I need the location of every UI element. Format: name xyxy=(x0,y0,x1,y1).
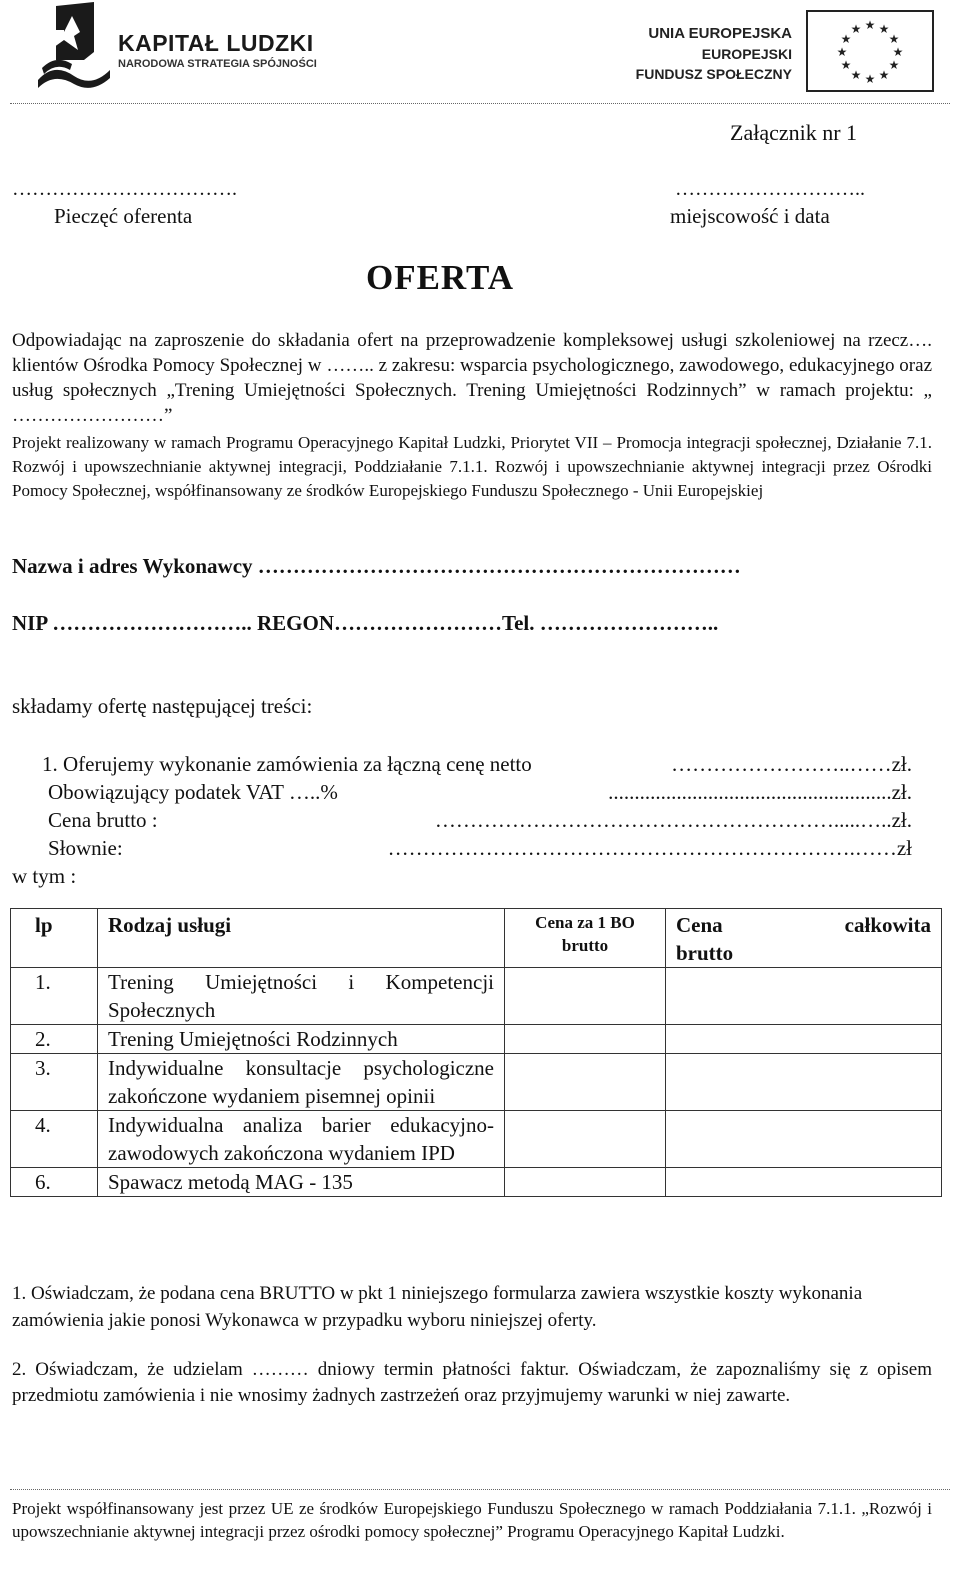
row-lp: 3. xyxy=(11,1054,98,1111)
header-service-type: Rodzaj usługi xyxy=(98,909,505,968)
svg-text:★: ★ xyxy=(892,45,904,59)
document-title: OFERTA xyxy=(365,258,515,297)
svg-text:★: ★ xyxy=(878,68,890,82)
declaration-2: 2. Oświadczam, że udzielam ……… dniowy termin płatności faktur. Oświadczam, że zapoznaliśmy się z opisem przedmiotu zamówienia i nie wnosimy żadnych zastrzeżeń oraz przyjmujemy warunki w niej zawarte. xyxy=(12,1359,932,1406)
row-unit-price-cell[interactable] xyxy=(505,1054,666,1111)
eu-flag-icon xyxy=(806,10,934,92)
row-unit-price-cell[interactable] xyxy=(505,1111,666,1168)
row-total-price-cell[interactable] xyxy=(666,1111,942,1168)
intro-paragraph: Odpowiadając na zaproszenie do składania ofert na przeprowadzenie kompleksowej usługi szkoleniowej na rzecz…. klientów Ośrodka Pomocy Społecznej w …….. z zakresu: wsparcia psychologicznego, zawodowego, edukacyjnego oraz usług społecznych „Trening Umiejętności Społecznych. Trening Umiejętności Rodzinnych” w ramach projektu: „ ……………………” xyxy=(12,330,932,426)
offer-price-list xyxy=(12,750,912,890)
svg-text:★: ★ xyxy=(888,58,900,72)
svg-text:★: ★ xyxy=(888,32,900,46)
offer-intro-line: składamy ofertę następującej treści: xyxy=(12,694,313,718)
kapital-ludzki-star-icon xyxy=(34,2,114,92)
in-words-row xyxy=(12,834,912,862)
svg-text:★: ★ xyxy=(864,18,876,32)
contractor-name-line: Nazwa i adres Wykonawcy …………………………………………………………… xyxy=(12,554,741,578)
row-service: Spawacz metodą MAG - 135 xyxy=(98,1168,505,1197)
in-words-value: ………………………………………………………….……zł xyxy=(387,836,912,860)
row-service: Trening Umiejętności i Kompetencji Społecznych xyxy=(98,968,505,1025)
declaration-1: 1. Oświadczam, że podana cena BRUTTO w pkt 1 niniejszego formularza zawiera wszystkie koszty wykonania zamówienia jakie ponosi Wykonawca w przypadku wyboru niniejszej oferty. xyxy=(12,1283,863,1331)
eu-text-block xyxy=(636,24,792,84)
net-price-row xyxy=(12,750,912,778)
svg-text:★: ★ xyxy=(864,72,876,86)
vat-label: Obowiązujący podatek VAT …..% xyxy=(48,780,338,804)
header-divider xyxy=(10,103,950,104)
nip-regon-tel-line: NIP ……………………….. REGON……………………Tel. …………………….. xyxy=(12,611,719,635)
vat-value: ......................................................zł. xyxy=(608,780,912,804)
svg-text:★: ★ xyxy=(836,45,848,59)
services-table xyxy=(10,908,942,1197)
in-words-label: Słownie: xyxy=(48,836,123,860)
kapital-ludzki-subtitle: NARODOWA STRATEGIA SPÓJNOŚCI xyxy=(118,58,317,70)
row-total-price-cell[interactable] xyxy=(666,1054,942,1111)
annex-label: Załącznik nr 1 xyxy=(730,120,858,145)
eu-line-3: FUNDUSZ SPOŁECZNY xyxy=(635,66,792,82)
eu-line-1: UNIA EUROPEJSKA xyxy=(648,25,792,42)
svg-text:★: ★ xyxy=(840,32,852,46)
row-service: Indywidualne konsultacje psychologiczne zakończone wydaniem pisemnej opinii xyxy=(98,1054,505,1111)
svg-text:★: ★ xyxy=(840,58,852,72)
gross-price-row xyxy=(12,806,912,834)
header-total-price xyxy=(666,909,942,968)
stamp-dots: ……………………………. xyxy=(12,178,237,200)
header-lp: lp xyxy=(11,909,98,968)
gross-price-value: ………………………………………………….....…..zł. xyxy=(434,808,912,832)
row-service: Indywidualna analiza barier edukacyjno- zawodowych zakończona wydaniem IPD xyxy=(98,1111,505,1168)
row-service: Trening Umiejętności Rodzinnych xyxy=(98,1025,505,1054)
row-lp: 1. xyxy=(11,968,98,1025)
vat-row xyxy=(12,778,912,806)
place-date-dots: ……………………….. xyxy=(675,178,865,200)
row-lp: 4. xyxy=(11,1111,98,1168)
header-unit-price: Cena za 1 BO brutto xyxy=(505,909,666,968)
row-total-price-cell[interactable] xyxy=(666,1168,942,1197)
footer-divider xyxy=(10,1489,950,1490)
row-lp: 6. xyxy=(11,1168,98,1197)
svg-text:★: ★ xyxy=(850,22,862,36)
table-row xyxy=(11,1168,942,1197)
footer-note: Projekt współfinansowany jest przez UE ze środków Europejskiego Funduszu Społecznego w ramach Poddziałania 7.1.1. „Rozwój i upowszechnianie aktywnej integracji przez ośrodki pomocy społecznej” Programu Operacyjnego Kapitał Ludzki. xyxy=(12,1499,932,1541)
table-row xyxy=(11,1054,942,1111)
table-row xyxy=(11,1111,942,1168)
including-label: w tym : xyxy=(12,864,77,888)
net-price-value: ……………………..……zł. xyxy=(671,752,912,776)
row-unit-price-cell[interactable] xyxy=(505,1025,666,1054)
gross-price-label: Cena brutto : xyxy=(48,808,158,832)
stamp-label: Pieczęć oferenta xyxy=(54,204,193,228)
header-total-word2: całkowita xyxy=(844,913,931,937)
table-row xyxy=(11,968,942,1025)
row-unit-price-cell[interactable] xyxy=(505,1168,666,1197)
table-header-row xyxy=(11,909,942,968)
place-date-label: miejscowość i data xyxy=(670,204,830,228)
project-paragraph: Projekt realizowany w ramach Programu Operacyjnego Kapitał Ludzki, Priorytet VII – Promocja integracji społecznej, Działanie 7.1. Rozwój i upowszechnianie aktywnej integracji, Poddziałanie 7.1.1. Rozwój i upowszechnianie aktywnej integracji przez Ośrodki Pomocy Społecznej, współfinansowany ze środków Europejskiego Funduszu Społecznego - Unii Europejskiej xyxy=(12,433,932,500)
table-row xyxy=(11,1025,942,1054)
row-total-price-cell[interactable] xyxy=(666,968,942,1025)
eu-line-2: EUROPEJSKI xyxy=(701,46,792,62)
header-total-word3: brutto xyxy=(676,941,734,965)
header-total-word1: Cena xyxy=(676,913,723,937)
svg-text:★: ★ xyxy=(850,68,862,82)
kapital-ludzki-title: KAPITAŁ LUDZKI xyxy=(118,30,314,56)
row-lp: 2. xyxy=(11,1025,98,1054)
svg-text:★: ★ xyxy=(878,22,890,36)
row-total-price-cell[interactable] xyxy=(666,1025,942,1054)
net-price-label: 1. Oferujemy wykonanie zamówienia za łączną cenę netto xyxy=(42,752,532,776)
row-unit-price-cell[interactable] xyxy=(505,968,666,1025)
